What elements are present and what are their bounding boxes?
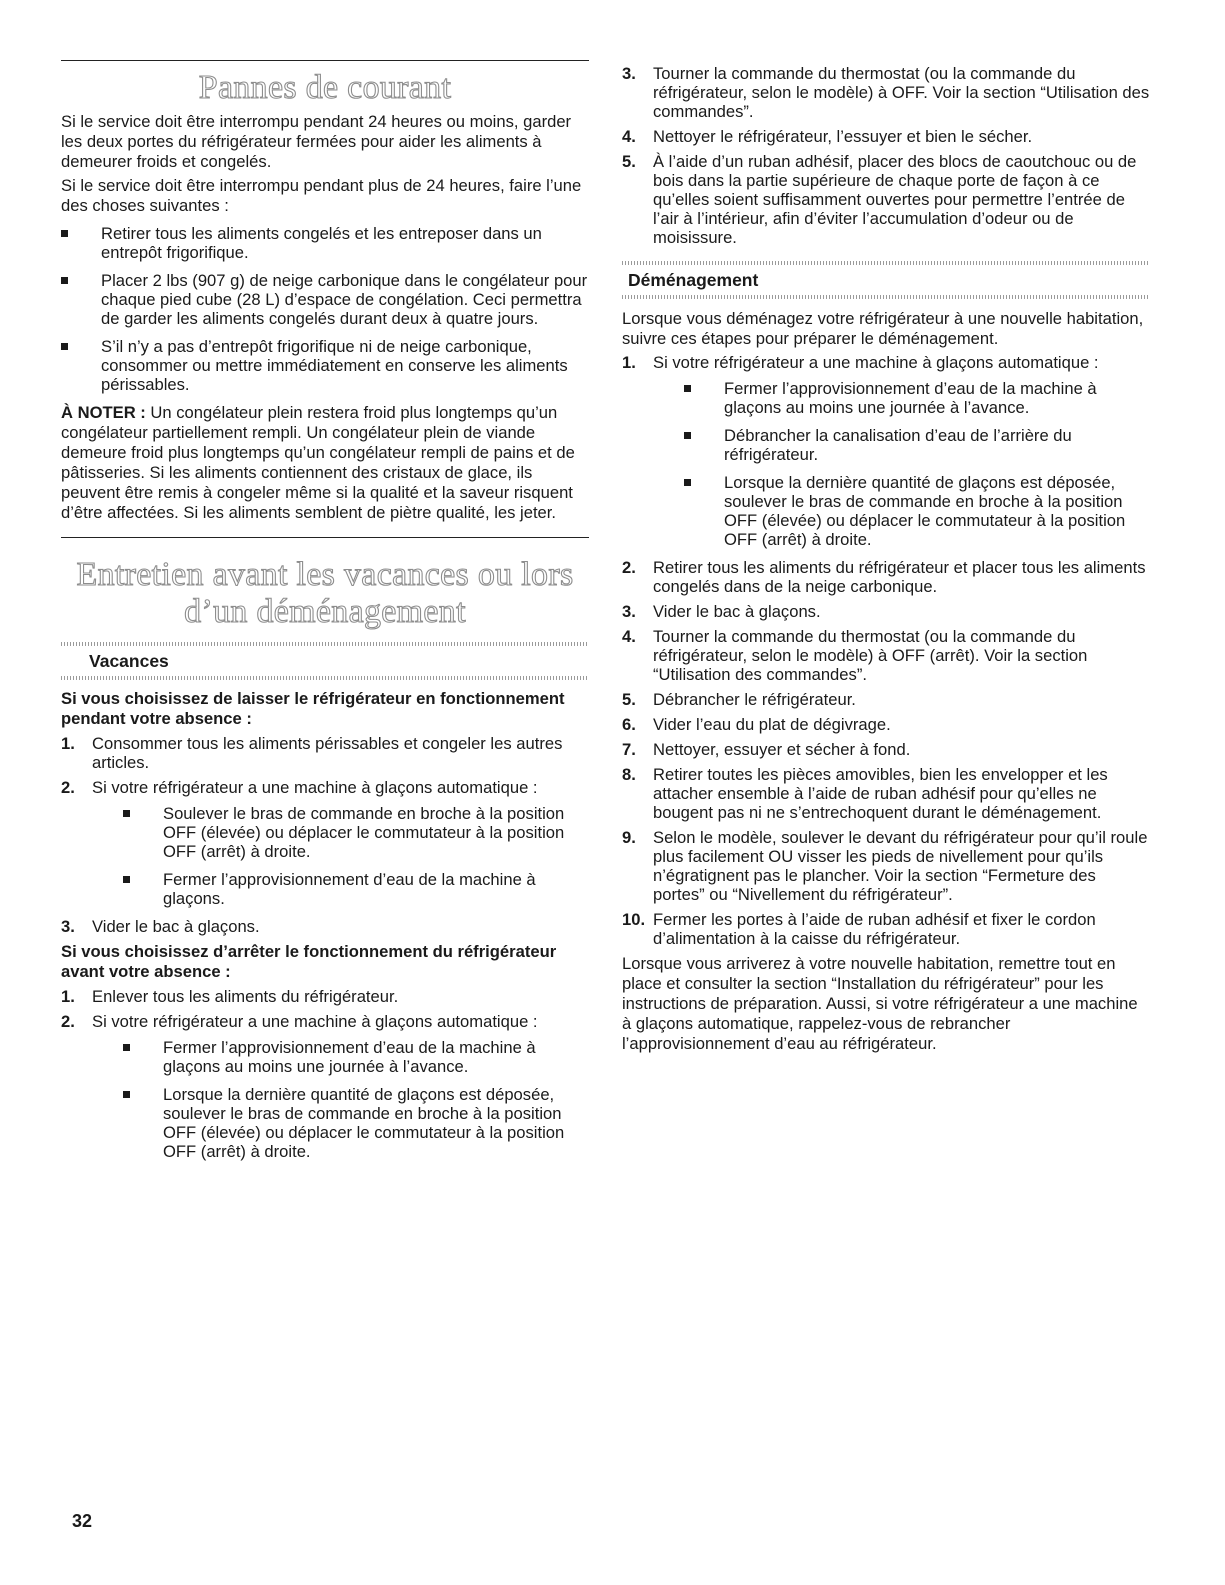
vacances-title: Vacances xyxy=(89,651,169,671)
list-item: Fermer l’approvisionnement d’eau de la machine à glaçons. xyxy=(123,870,589,908)
list-item: 8. Retirer toutes les pièces amovibles, bien les envelopper et les attacher ensemble à l’aide de ruban adhésif pour qu’elles ne bougent pas ni ne s’entrechoquent durant le déménagement. xyxy=(622,765,1108,822)
list-item: Placer 2 lbs (907 g) de neige carbonique dans le congélateur pour chaque pied cube (28 L) d’espace de congélation. Ceci permettra de garder les aliments congelés durant deux à quatre jours. xyxy=(61,271,589,328)
power-outage-title: Pannes de courant xyxy=(198,69,452,106)
list-item: 4. Tourner la commande du thermostat (ou la commande du réfrigérateur, selon le modèle) à OFF (arrêt). Voir la section “Utilisation des commandes”. xyxy=(622,627,1088,684)
list-item: 2. Retirer tous les aliments du réfrigérateur et placer tous les aliments congelés dans de la neige carbonique. xyxy=(622,558,1146,596)
list-item: 3. Vider le bac à glaçons. xyxy=(61,917,260,936)
list-item: 1. Si votre réfrigérateur a une machine à glaçons automatique : Fermer l’approvisionnement d’eau de la machine à glaçons au moins une journée à l’avance. Débrancher la canalisation d’eau de l’arrière du réfrigérateur. Lorsque la dernière quantité de glaçons est déposée, soulever le bras de commande en broche à la position OFF (élevée) ou déplacer le commutateur à la position OFF (arrêt) à droite. xyxy=(622,353,1150,549)
moving-title: Déménagement xyxy=(628,270,759,290)
list-item: Débrancher la canalisation d’eau de l’arrière du réfrigérateur. xyxy=(684,426,1150,464)
vacation-off-heading: Si vous choisissez d’arrêter le fonctionnement du réfrigérateur avant votre absence : xyxy=(61,942,557,981)
list-item: Soulever le bras de commande en broche à la position OFF (élevée) ou déplacer le commutateur à la position OFF (arrêt) à droite. xyxy=(123,804,589,861)
left-column xyxy=(61,60,589,1170)
list-item: Retirer tous les aliments congelés et les entreposer dans un entrepôt frigorifique. xyxy=(61,224,589,262)
moving-intro: Lorsque vous déménagez votre réfrigérateur à une nouvelle habitation, suivre ces étapes pour préparer le déménagement. xyxy=(622,309,1144,348)
sub-bullet-list xyxy=(123,804,589,908)
list-item: 1. Consommer tous les aliments périssables et congeler les autres articles. xyxy=(61,734,563,772)
list-item: 7. Nettoyer, essuyer et sécher à fond. xyxy=(622,740,911,759)
list-item: 2. Si votre réfrigérateur a une machine à glaçons automatique : Soulever le bras de commande en broche à la position OFF (élevée) ou déplacer le commutateur à la position OFF (arrêt) à droite. Fermer l’approvisionnement d’eau de la machine à glaçons. xyxy=(61,778,589,908)
dotted-divider xyxy=(61,676,589,680)
section-rule xyxy=(61,60,589,61)
list-item: 5. Débrancher le réfrigérateur. xyxy=(622,690,856,709)
sub-bullet-list xyxy=(684,379,1150,549)
note-text: Un congélateur plein restera froid plus longtemps qu’un congélateur partiellement rempli. Un congélateur plein de viande demeure froid plus longtemps qu’un congélateur rempli de pains et de pâtisseries. Si les aliments contiennent des cristaux de glace, ils peuvent être remis à congeler même si la qualité et la saveur risquent d’être affectées. Si les aliments semblent de piètre qualité, les jeter. xyxy=(61,403,575,522)
list-item: Fermer l’approvisionnement d’eau de la machine à glaçons au moins une journée à l’avance. xyxy=(684,379,1150,417)
dotted-divider xyxy=(622,295,1150,299)
list-item: Lorsque la dernière quantité de glaçons est déposée, soulever le bras de commande en broche à la position OFF (élevée) ou déplacer le commutateur à la position OFF (arrêt) à droite. xyxy=(123,1085,589,1161)
vacation-running-heading: Si vous choisissez de laisser le réfrigérateur en fonctionnement pendant votre absence : xyxy=(61,689,565,728)
list-item: 1. Enlever tous les aliments du réfrigérateur. xyxy=(61,987,399,1006)
list-item: 2. Si votre réfrigérateur a une machine à glaçons automatique : Fermer l’approvisionnement d’eau de la machine à glaçons au moins une journée à l’avance. Lorsque la dernière quantité de glaçons est déposée, soulever le bras de commande en broche à la position OFF (élevée) ou déplacer le commutateur à la position OFF (arrêt) à droite. xyxy=(61,1012,589,1161)
list-item: 6. Vider l’eau du plat de dégivrage. xyxy=(622,715,891,734)
care-section-title: Entretien avant les vacances ou lors d’un déménagement xyxy=(76,556,574,630)
vacation-running-list xyxy=(61,734,589,936)
section-rule xyxy=(61,537,589,538)
list-item: 3. Vider le bac à glaçons. xyxy=(622,602,821,621)
list-item: Lorsque la dernière quantité de glaçons est déposée, soulever le bras de commande en broche à la position OFF (élevée) ou déplacer le commutateur à la position OFF (arrêt) à droite. xyxy=(684,473,1150,549)
list-item: 9. Selon le modèle, soulever le devant du réfrigérateur pour qu’il roule plus facilement OU visser les pieds de nivellement pour qu’ils n’égratignent pas le plancher. Voir la section “Fermeture des portes” ou “Nivellement du réfrigérateur”. xyxy=(622,828,1148,904)
list-item: 10. Fermer les portes à l’aide de ruban adhésif et fixer le cordon d’alimentation à la caisse du réfrigérateur. xyxy=(622,910,1096,948)
moving-list xyxy=(622,353,1150,948)
vacances-header xyxy=(61,642,589,680)
list-item: Fermer l’approvisionnement d’eau de la machine à glaçons au moins une journée à l’avance. xyxy=(123,1038,589,1076)
list-item: 4. Nettoyer le réfrigérateur, l’essuyer et bien le sécher. xyxy=(622,127,1033,146)
vacation-continued-list xyxy=(622,64,1150,247)
closing-paragraph: Lorsque vous arriverez à votre nouvelle habitation, remettre tout en place et consulter la section “Installation du réfrigérateur” pour les instructions de préparation. Aussi, si votre réfrigérateur a une machine à glaçons automatique, rappelez-vous de rebrancher l’approvisionnement d’eau au réfrigérateur. xyxy=(622,954,1138,1053)
list-item: S’il n’y a pas d’entrepôt frigorifique ni de neige carbonique, consommer ou mettre immédiatement en conserve les aliments périssables. xyxy=(61,337,589,394)
note-label: À NOTER : xyxy=(61,403,146,422)
list-item: 5. À l’aide d’un ruban adhésif, placer des blocs de caoutchouc ou de bois dans la partie supérieure de chaque porte de façon à ce qu’elles soient suffisamment ouvertes pour permettre l’entrée de l’air à l’intérieur, afin d’éviter l’accumulation d’odeur ou de moisissure. xyxy=(622,152,1137,247)
sub-bullet-list xyxy=(123,1038,589,1161)
right-column xyxy=(622,64,1150,1058)
power-bullet-list xyxy=(61,224,589,394)
vacation-off-list xyxy=(61,987,589,1161)
power-paragraph-1: Si le service doit être interrompu pendant 24 heures ou moins, garder les deux portes du réfrigérateur fermées pour aider les aliments à demeurer froids et congelés. xyxy=(61,112,572,171)
note-paragraph xyxy=(61,403,589,523)
list-item: 3. Tourner la commande du thermostat (ou la commande du réfrigérateur, selon le modèle) à OFF. Voir la section “Utilisation des commandes”. xyxy=(622,64,1150,121)
moving-header xyxy=(622,261,1150,299)
page-number: 32 xyxy=(72,1511,93,1531)
power-paragraph-2: Si le service doit être interrompu pendant plus de 24 heures, faire l’une des choses suivantes : xyxy=(61,176,582,215)
